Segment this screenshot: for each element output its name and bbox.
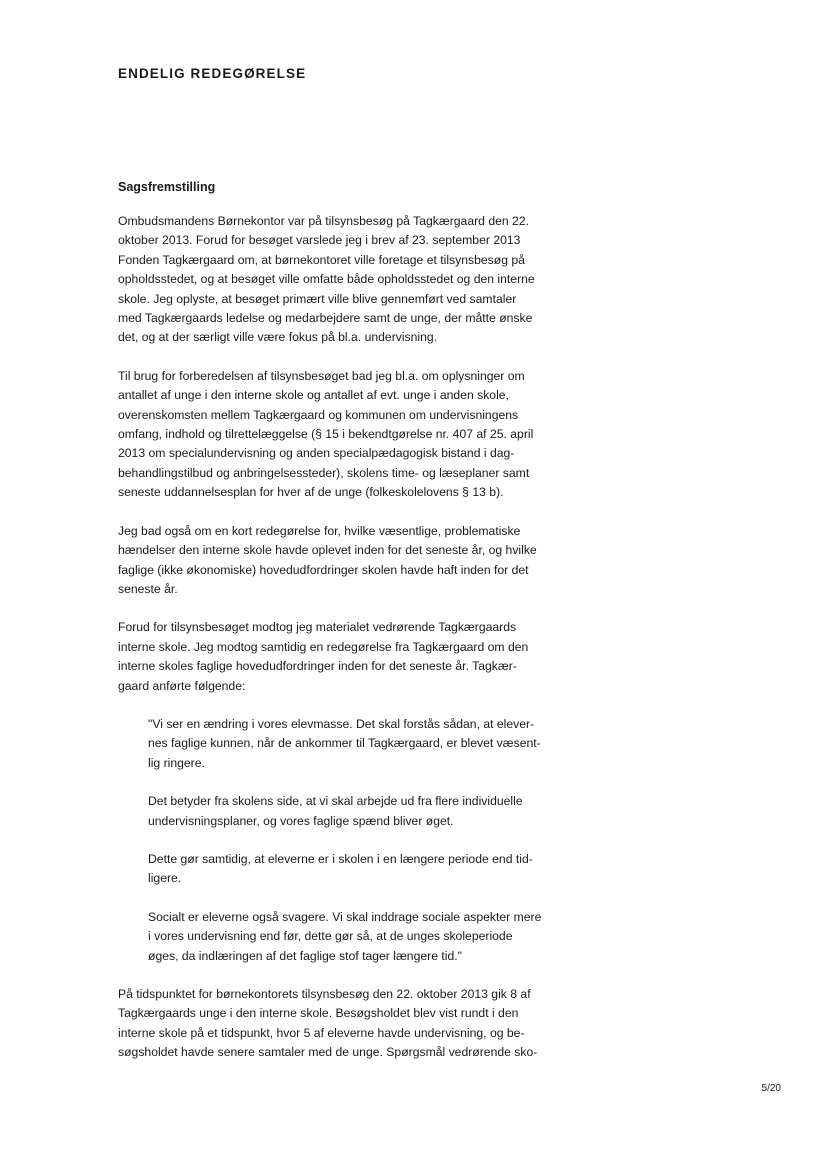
document-title: ENDELIG REDEGØRELSE: [118, 66, 307, 81]
text-line: Det betyder fra skolens side, at vi skal arbejde ud fra flere individuelle: [148, 794, 523, 809]
text-line: "Vi ser en ændring i vores elevmasse. Det skal forstås sådan, at elever-: [148, 716, 535, 731]
text-line: 2013 om specialundervisning og anden specialpædagogisk bistand i dag-: [118, 446, 515, 461]
text-line: Ombudsmandens Børnekontor var på tilsynsbesøg på Tagkærgaard den 22.: [118, 214, 529, 228]
quote-paragraph: [148, 792, 588, 831]
text-line: omfang, indhold og tilrettelæggelse (§ 15 i bekendtgørelse nr. 407 af 25. april: [118, 427, 534, 442]
text-line: Dette gør samtidig, at eleverne er i skolen i en længere periode end tid-: [148, 851, 533, 866]
paragraph-visit-notice: [118, 212, 588, 348]
quote-paragraph: [148, 715, 588, 773]
text-line: Fonden Tagkærgaard om, at børnekontoret ville foretage et tilsynsbesøg på: [118, 252, 525, 267]
text-line: skole. Jeg oplyste, at besøget primært ville blive gennemført ved samtaler: [118, 291, 517, 306]
text-line: Tagkærgaards unge i den interne skole. Besøgsholdet blev vist rundt i den: [118, 1006, 519, 1021]
text-line: ligere.: [148, 871, 182, 886]
section-heading: Sagsfremstilling: [118, 180, 216, 194]
paragraph-material-received: [118, 618, 588, 696]
paragraph-information-request: [118, 367, 588, 503]
text-line: Forud for tilsynsbesøget modtog jeg materialet vedrørende Tagkærgaards: [118, 620, 517, 635]
text-line: Til brug for forberedelsen af tilsynsbesøget bad jeg bl.a. om oplysninger om: [118, 368, 525, 383]
text-line: øges, da indlæringen af det faglige stof tager længere tid.": [148, 948, 462, 963]
text-line: med Tagkærgaards ledelse og medarbejdere samt de unge, der måtte ønske: [118, 311, 533, 326]
text-line: det, og at der særligt ville være fokus på bl.a. undervisning.: [118, 330, 438, 345]
text-line: oktober 2013. Forud for besøget varslede jeg i brev af 23. september 2013: [118, 233, 521, 248]
text-line: behandlingstilbud og anbringelsessteder), skolens time- og læseplaner samt: [118, 465, 530, 480]
text-line: i vores undervisning end før, dette gør så, at de unges skoleperiode: [148, 929, 513, 944]
text-line: seneste år.: [118, 581, 178, 596]
text-line: interne skole på et tidspunkt, hvor 5 af eleverne havde undervisning, og be-: [118, 1025, 525, 1040]
quote-paragraph: [148, 850, 588, 889]
text-line: faglige (ikke økonomiske) hovedudfordringer skolen havde haft inden for det: [118, 562, 529, 577]
text-line: På tidspunktet for børnekontorets tilsynsbesøg den 22. oktober 2013 gik 8 af: [118, 987, 531, 1001]
text-line: antallet af unge i den interne skole og antallet af evt. unge i anden skole,: [118, 388, 509, 403]
text-line: hændelser den interne skole havde oplevet inden for det seneste år, og hvilke: [118, 543, 537, 558]
text-line: gaard anførte følgende:: [118, 678, 246, 693]
document-body: [118, 178, 588, 1082]
text-line: Socialt er eleverne også svagere. Vi skal inddrage sociale aspekter mere: [148, 909, 542, 924]
block-quote: [148, 715, 588, 966]
page-number: 5/20: [761, 1083, 781, 1094]
text-line: undervisningsplaner, og vores faglige spænd bliver øget.: [148, 813, 454, 828]
text-line: opholdsstedet, og at besøget ville omfatte både opholdsstedet og den interne: [118, 272, 535, 287]
quote-paragraph: [148, 908, 588, 966]
text-line: interne skoles faglige hovedudfordringer inden for det seneste år. Tagkær-: [118, 659, 517, 674]
text-line: nes faglige kunnen, når de ankommer til Tagkærgaard, er blevet væsent-: [148, 736, 541, 751]
text-line: Jeg bad også om en kort redegørelse for, hvilke væsentlige, problematiske: [118, 523, 521, 538]
text-line: lig ringere.: [148, 755, 205, 770]
text-line: søgsholdet havde senere samtaler med de unge. Spørgsmål vedrørende sko-: [118, 1045, 538, 1060]
paragraph-report-request: [118, 522, 588, 600]
paragraph-visit-details: [118, 985, 588, 1063]
text-line: interne skole. Jeg modtog samtidig en redegørelse fra Tagkærgaard om den: [118, 639, 529, 654]
text-line: seneste uddannelsesplan for hver af de unge (folkeskolelovens § 13 b).: [118, 485, 504, 500]
text-line: overenskomsten mellem Tagkærgaard og kommunen om undervisningens: [118, 407, 519, 422]
